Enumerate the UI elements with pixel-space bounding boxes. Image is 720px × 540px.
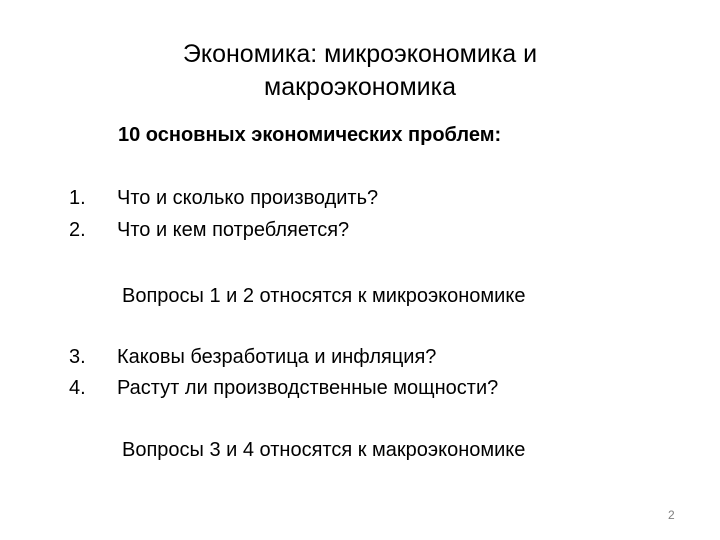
slide-title	[110, 38, 610, 104]
note-micro: Вопросы 1 и 2 относятся к микроэкономике	[122, 285, 526, 307]
slide-subtitle: 10 основных экономических проблем:	[118, 124, 502, 146]
list-item-text: Каковы безработица и инфляция?	[117, 346, 437, 368]
list-item-text: Что и сколько производить?	[117, 187, 379, 209]
slide-title-line-1: Экономика: микроэкономика и	[182, 40, 538, 68]
list-item-text: Растут ли производственные мощности?	[117, 377, 499, 399]
list-item	[69, 344, 436, 370]
slide-title-line-2: макроэкономика	[264, 73, 456, 101]
list-item-number: 4.	[69, 377, 86, 399]
list-item	[69, 185, 378, 211]
list-item-text: Что и кем потребляется?	[117, 219, 350, 241]
note-macro: Вопросы 3 и 4 относятся к макроэкономике	[122, 439, 526, 461]
page-number: 2	[668, 508, 675, 522]
list-item	[69, 375, 498, 401]
list-item	[69, 217, 349, 243]
list-item-number: 1.	[69, 187, 86, 209]
list-item-number: 3.	[69, 346, 86, 368]
list-item-number: 2.	[69, 219, 86, 241]
